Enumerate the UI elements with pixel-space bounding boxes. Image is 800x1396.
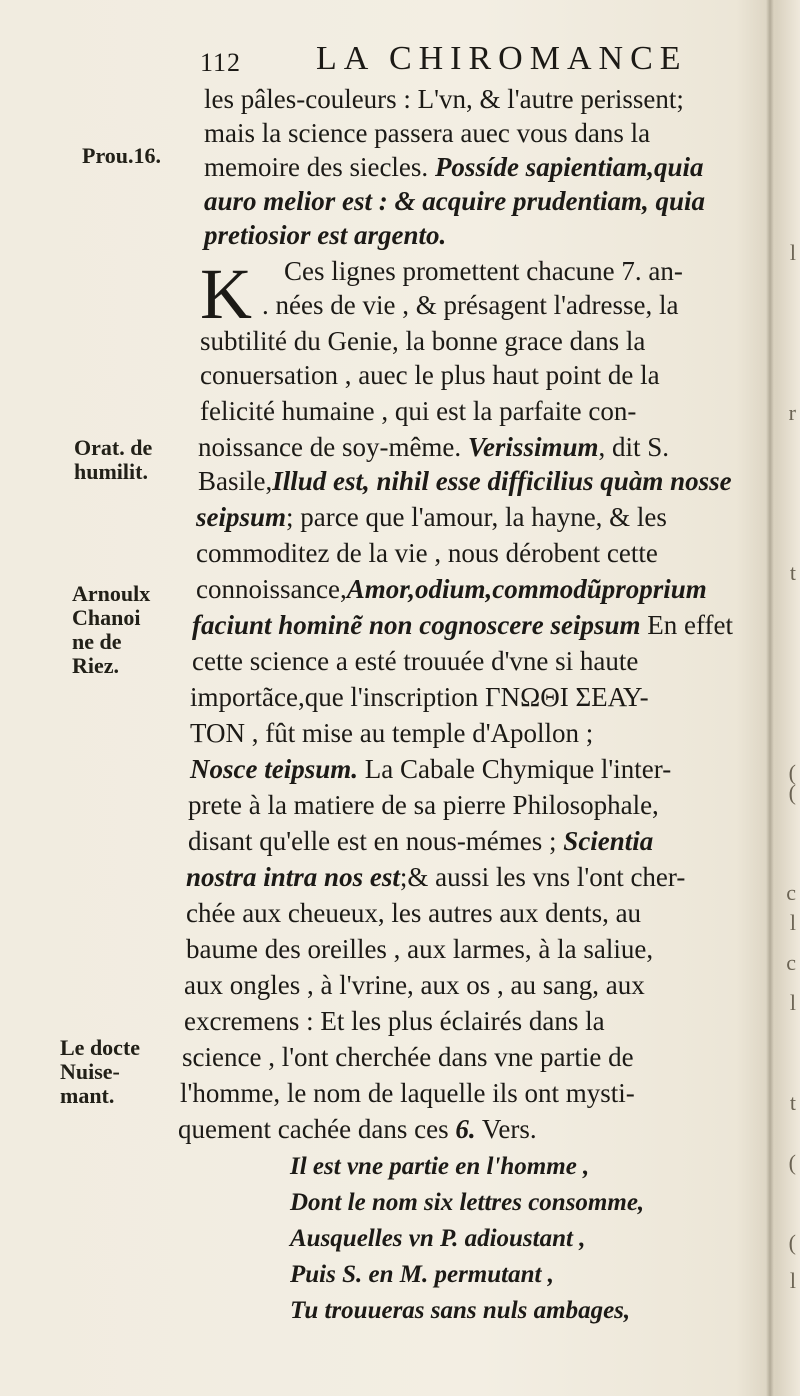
bleed-letter: l <box>789 990 796 1015</box>
body-line: baume des oreilles , aux larmes, à la saliue, <box>186 934 654 964</box>
margin-note-line: Nuise- <box>60 1059 120 1084</box>
body-text: En effet <box>640 610 734 640</box>
margin-note-orat <box>74 436 152 484</box>
margin-note-prou <box>82 144 161 168</box>
body-line: felicité humaine , qui est la parfaite con- <box>200 396 637 426</box>
latin-quote: Possíde sapientiam,quia <box>434 152 704 182</box>
margin-note-line: Le docte <box>60 1035 141 1060</box>
facing-page-bleed <box>776 0 800 1396</box>
body-line: science , l'ont cherchée dans vne partie de <box>182 1042 634 1072</box>
margin-note-line: Chanoi <box>72 605 141 630</box>
margin-note-arnoulx <box>72 582 150 678</box>
body-text: ;& aussi les vns l'ont cher- <box>399 862 686 892</box>
body-line <box>192 610 733 640</box>
page-number: 112 <box>200 48 242 77</box>
bleed-letter: l <box>789 1268 796 1293</box>
body-text: , dit S. <box>598 432 669 462</box>
bleed-letter: ( <box>788 1150 796 1175</box>
latin-quote: Scientia <box>563 826 654 856</box>
body-line: ΤΟΝ , fût mise au temple d'Apollon ; <box>190 718 594 748</box>
page-edge-shadow <box>766 0 774 1396</box>
latin-quote: nostra intra nos est <box>186 862 400 892</box>
verse-count: 6. <box>455 1114 476 1144</box>
bleed-letter: ( <box>788 760 796 785</box>
body-text: disant qu'elle est en nous-mémes ; <box>188 826 564 856</box>
body-line: commoditez de la vie , nous dérobent cette <box>196 538 658 568</box>
body-line: conuersation , auec le plus haut point de la <box>200 360 660 390</box>
drop-capital: K <box>200 254 252 334</box>
body-line <box>178 1114 537 1144</box>
body-line <box>190 754 671 784</box>
latin-quote-line: auro melior est : & acquire prudentiam, quia <box>204 186 706 216</box>
body-text: Basile, <box>198 466 273 496</box>
body-line: l'homme, le nom de laquelle ils ont mysti- <box>180 1078 635 1108</box>
margin-note-line: Prou.16. <box>82 143 162 168</box>
body-line: importãce,que l'inscription ΓΝΩΘΙ ΣΕΑΥ- <box>190 682 649 712</box>
body-line: Ces lignes promettent chacune 7. an- <box>284 256 683 286</box>
margin-note-line: mant. <box>60 1083 115 1108</box>
margin-note-line: humilit. <box>74 459 148 484</box>
body-text: quement cachée dans ces <box>178 1114 456 1144</box>
latin-quote: Illud est, nihil esse difficilius quàm nosse <box>272 466 732 496</box>
verse-line: Ausquelles vn P. adioustant , <box>290 1225 586 1252</box>
body-line: cette science a esté trouuée d'vne si haute <box>192 646 639 676</box>
margin-note-line: Riez. <box>72 653 120 678</box>
bleed-letter: ( <box>788 780 796 805</box>
bleed-letter: r <box>788 400 796 425</box>
running-title: LA CHIROMANCE <box>316 40 688 77</box>
body-text: noissance de soy-même. <box>198 432 468 462</box>
body-line <box>196 574 707 604</box>
margin-note-line: ne de <box>72 629 122 654</box>
body-line: aux ongles , à l'vrine, aux os , au sang, aux <box>184 970 645 1000</box>
body-text: La Cabale Chymique l'inter- <box>358 754 672 784</box>
verse-line: Puis S. en M. permutant , <box>290 1261 554 1288</box>
verse-line: Tu trouueras sans nuls ambages, <box>290 1297 631 1324</box>
body-line <box>204 152 703 182</box>
latin-quote-line: pretiosior est argento. <box>204 220 447 250</box>
bleed-letter: l <box>789 240 796 265</box>
body-line: mais la science passera auec vous dans la <box>204 118 651 148</box>
body-line <box>186 862 685 892</box>
body-line: excremens : Et les plus éclairés dans la <box>184 1006 605 1036</box>
bleed-letter: t <box>789 560 796 585</box>
latin-quote: faciunt hominẽ non cognoscere seipsum <box>192 610 641 640</box>
body-text: ; parce que l'amour, la hayne, & les <box>286 502 667 532</box>
latin-quote: Verissimum <box>467 432 599 462</box>
bleed-letter: t <box>789 1090 796 1115</box>
margin-note-line: Orat. de <box>74 435 153 460</box>
body-line: . nées de vie , & présagent l'adresse, la <box>262 290 679 320</box>
body-line: prete à la matiere de sa pierre Philosophale, <box>188 790 659 820</box>
latin-quote: Amor,odium,commodũproprium <box>346 574 707 604</box>
margin-note-docte <box>60 1036 140 1108</box>
body-line <box>196 502 667 532</box>
body-text: memoire des siecles. <box>204 152 435 182</box>
body-line <box>188 826 653 856</box>
verse-line: Il est vne partie en l'homme , <box>290 1153 590 1180</box>
body-line: subtilité du Genie, la bonne grace dans la <box>200 326 646 356</box>
margin-note-line: Arnoulx <box>72 581 151 606</box>
body-text: Vers. <box>475 1114 537 1144</box>
latin-quote: Nosce teipsum. <box>190 754 358 784</box>
verse-line: Dont le nom six lettres consomme, <box>290 1189 645 1216</box>
body-line <box>198 432 669 462</box>
body-line <box>198 466 732 496</box>
body-line: chée aux cheueux, les autres aux dents, au <box>186 898 642 928</box>
body-text: connoissance, <box>196 574 347 604</box>
latin-quote: seipsum <box>196 502 287 532</box>
bleed-letter: c <box>786 950 796 975</box>
bleed-letter: ( <box>788 1230 796 1255</box>
bleed-letter: c <box>786 880 796 905</box>
body-line: les pâles-couleurs : L'vn, & l'autre perissent; <box>204 84 684 114</box>
bleed-letter: l <box>789 910 796 935</box>
